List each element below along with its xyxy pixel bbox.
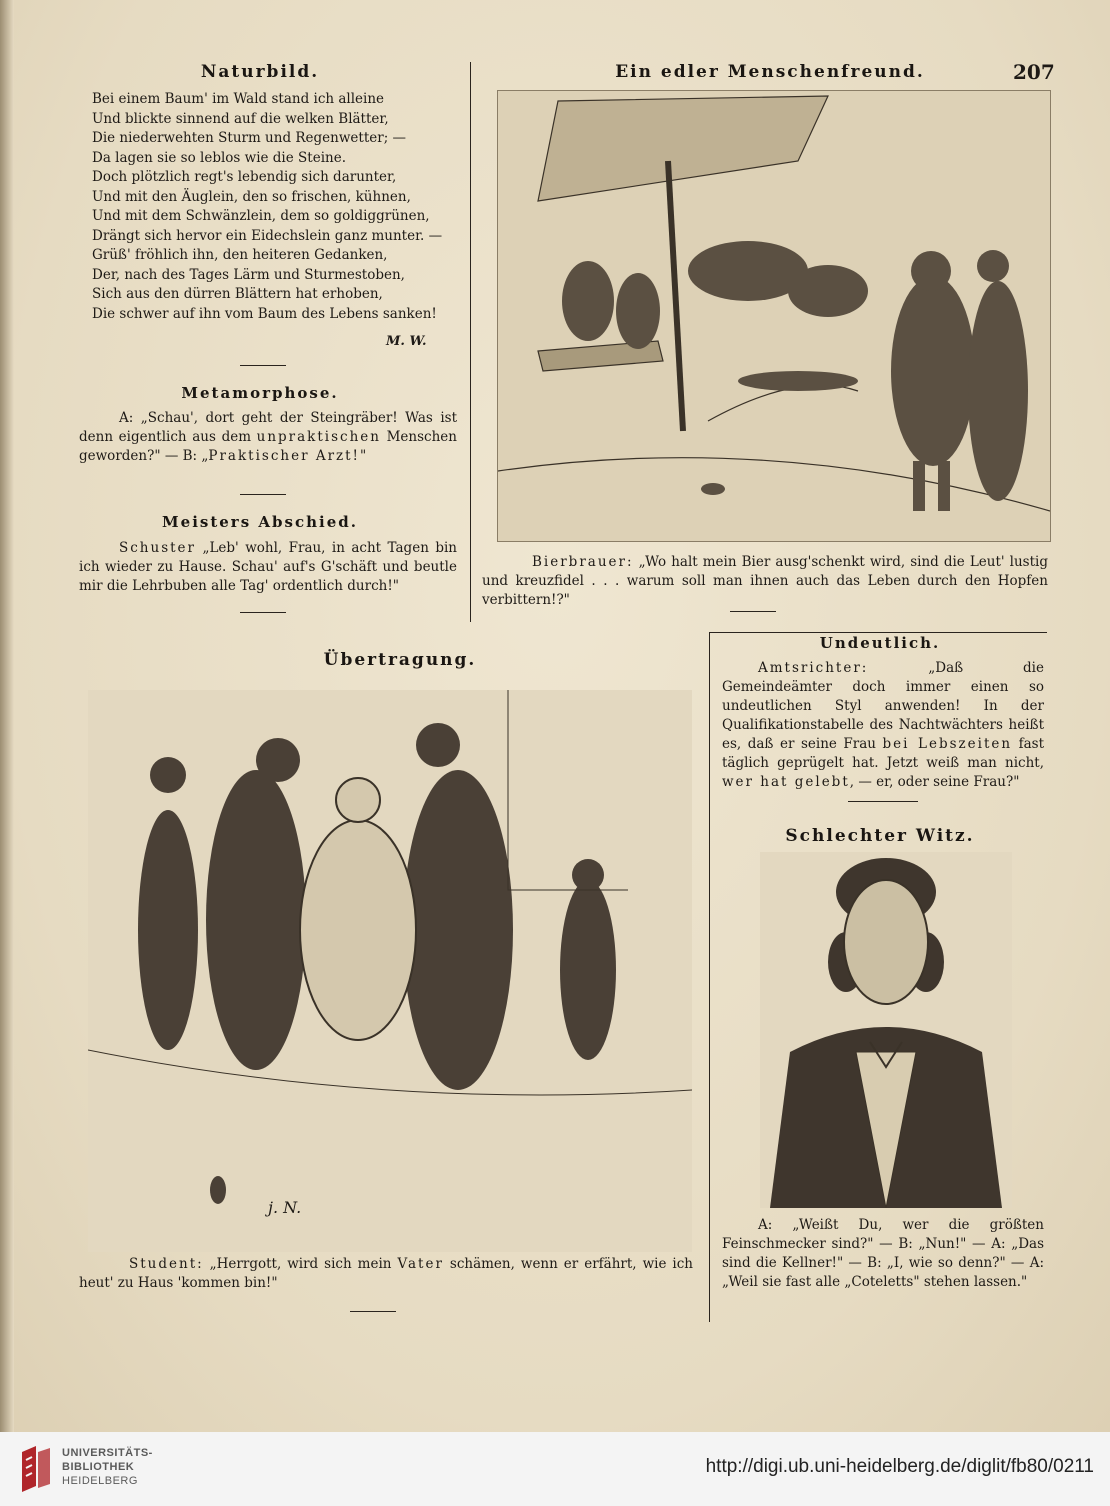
poem-line: Drängt sich hervor ein Eidechslein ganz munter. —: [92, 227, 443, 244]
divider: [240, 612, 286, 613]
schlechter-witz-title: Schlechter Witz.: [785, 826, 975, 846]
naturbild-title: Naturbild.: [200, 62, 320, 82]
undeutlich-text: Amtsrichter: „Daß die Gemeindeämter doch immer einen so undeutlichen Styl anwenden! In der Qualifikationstabelle des Nachtwächters heißt es, daß er seine Frau bei Lebszeiten fast täglich geprügelt hat. Jetzt weiß man nicht, wer hat gelebt, — er, oder seine Frau?": [722, 660, 1044, 790]
uebertragung-caption: Student: „Herrgott, wird sich mein Vater schämen, wenn er erfährt, wie ich heut' zu Haus 'kommen bin!": [79, 1256, 694, 1291]
poem-line: Die niederwehten Sturm und Regenwetter; —: [92, 130, 407, 146]
column-rule-right: [709, 632, 710, 1322]
divider: [848, 801, 918, 802]
edler-menschenfreund-title: Ein edler Menschenfreund.: [615, 62, 925, 82]
beer-garden-illustration: [497, 90, 1051, 542]
poem-line: Bei einem Baum' im Wald stand ich alleine: [92, 91, 385, 107]
poem-line: Sich aus den dürren Blättern hat erhoben,: [92, 286, 383, 302]
student-illustration: [88, 690, 692, 1252]
poem-line: Doch plötzlich regt's lebendig sich darunter,: [92, 169, 397, 185]
meisters-abschied-title: Meisters Abschied.: [162, 513, 358, 531]
poem-line: Da lagen sie so leblos wie die Steine.: [92, 149, 346, 166]
divider: [730, 611, 776, 612]
schlechter-witz-text: A: „Weißt Du, wer die größten Feinschmecker sind?" — B: „Nun!" — A: „Das sind die Kellner!" — B: „I, wie so denn?" — A: „Weil sie fast alle „Coteletts" stehen lassen.": [722, 1217, 1044, 1290]
poem-line: Und blickte sinnend auf die welken Blätter,: [92, 110, 389, 127]
page-edge-shadow: [0, 0, 14, 1432]
meisters-abschied-text: Schuster „Leb' wohl, Frau, in acht Tagen bin ich wieder zu Hause. Schau' auf's G'schäft und beutle mir die Lehrbuben alle Tag' ordentlich durch!": [79, 540, 457, 594]
divider: [350, 1311, 396, 1312]
poem-line: Und mit den Äuglein, den so frischen, kühnen,: [92, 188, 411, 205]
metamorphose-title: Metamorphose.: [181, 384, 339, 402]
student-sketch: [88, 690, 692, 1252]
page-number: 207: [1013, 60, 1055, 84]
undeutlich-title: Undeutlich.: [819, 634, 941, 652]
poem-line: Der, nach des Tages Lärm und Sturmestoben,: [92, 266, 405, 283]
section-rule-horizontal: [709, 632, 1047, 633]
divider: [240, 494, 286, 495]
uebertragung-title: Übertragung.: [323, 650, 477, 670]
library-name: UNIVERSITÄTS- BIBLIOTHEK HEIDELBERG: [62, 1447, 153, 1487]
footer-bar: [0, 1432, 1110, 1506]
divider: [240, 365, 286, 366]
beer-garden-sketch: [498, 91, 1050, 541]
library-logo-icon: [18, 1446, 54, 1492]
metamorphose-text: A: „Schau', dort geht der Steingräber! Was ist denn eigentlich aus dem unpraktischen Menschen geworden?" — B: „Praktischer Arzt!": [79, 410, 457, 464]
bearded-man-illustration: [760, 852, 1012, 1208]
poem-line: Und mit dem Schwänzlein, dem so goldiggrünen,: [92, 208, 430, 224]
source-url-link[interactable]: http://digi.ub.uni-heidelberg.de/diglit/fb80/0211: [705, 1456, 1094, 1477]
bearded-man-sketch: [760, 852, 1012, 1208]
poem-line: Grüß' fröhlich ihn, den heiteren Gedanken,: [92, 247, 388, 263]
artist-mark: j. N.: [268, 1198, 302, 1217]
edler-menschenfreund-caption: Bierbrauer: „Wo halt mein Bier ausg'schenkt wird, sind die Leut' lustig und kreuzfidel . . . warum soll man ihnen auch das Leben durch den Hopfen verbittern!?": [482, 554, 1048, 608]
poem-line: Die schwer auf ihn vom Baum des Lebens sanken!: [92, 305, 437, 322]
naturbild-signature: M. W.: [386, 334, 427, 349]
column-rule-top: [470, 62, 471, 622]
